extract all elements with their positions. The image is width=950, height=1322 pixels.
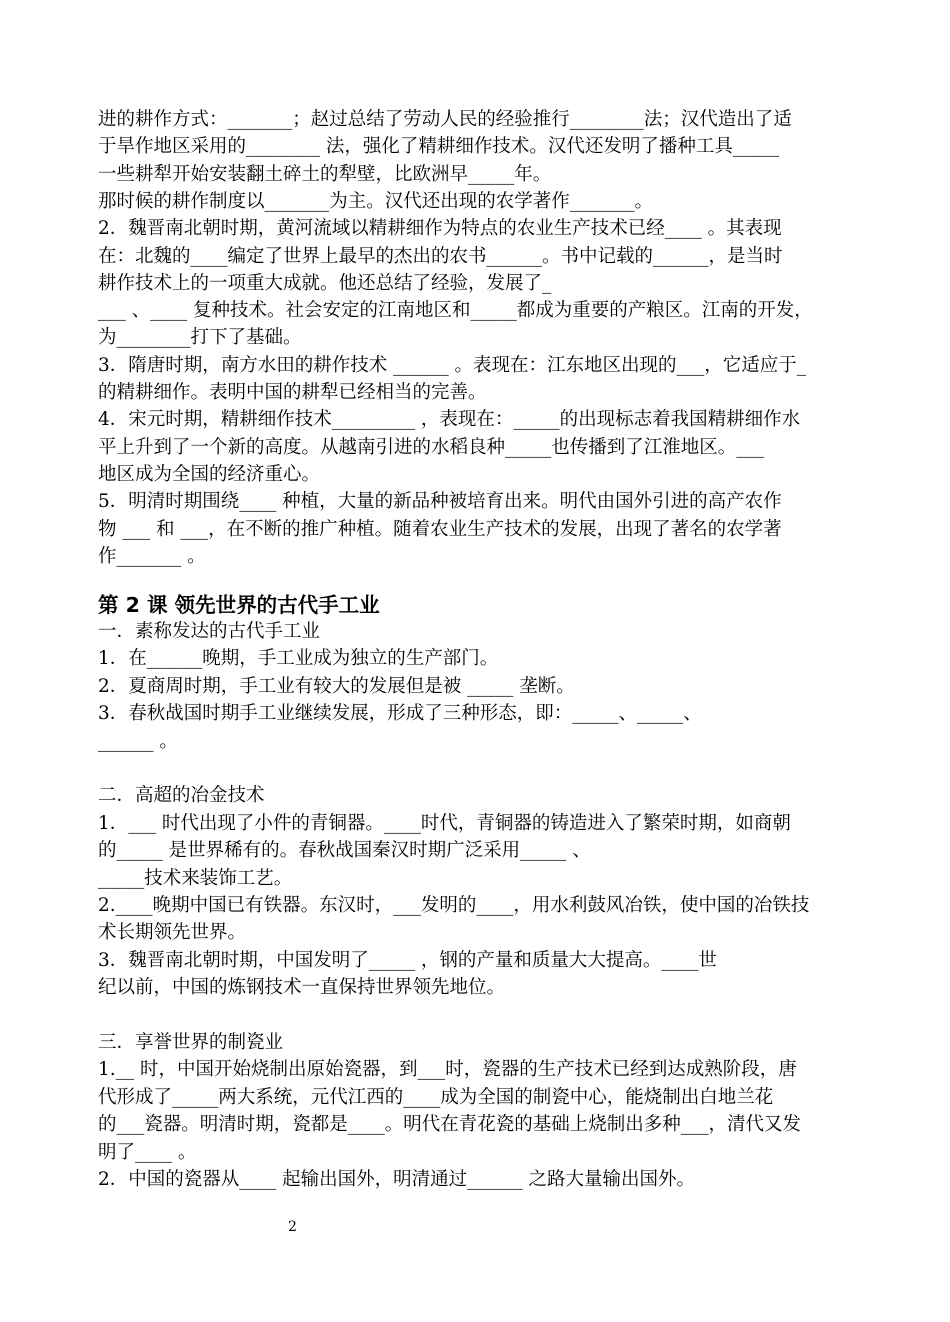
text-line: 耕作技术上的一项重大成就。他还总结了经验，发展了_ — [98, 272, 552, 294]
text-line: 作_______ 。 — [98, 545, 206, 567]
text-line: 1．___ 时代出现了小件的青铜器。____时代，青铜器的铸造进入了繁荣时期，如商朝 — [98, 812, 791, 834]
text-line: 地区成为全国的经济重心。 — [98, 463, 321, 485]
text-line: 进的耕作方式：_______；赵过总结了劳动人民的经验推行________法；汉代造出了适 — [98, 109, 792, 130]
text-line: 术长期领先世界。 — [98, 922, 247, 944]
text-line: _____技术来装饰工艺。 — [98, 867, 293, 889]
text-line: 的_____ 是世界稀有的。春秋战国秦汉时期广泛采用_____ 、 — [98, 840, 591, 862]
text-line: 物 ___ 和 ___，在不断的推广种植。随着农业生产技术的发展，出现了著名的农学著 — [98, 518, 782, 540]
text-line: 于旱作地区采用的________ 法，强化了精耕细作技术。汉代还发明了播种工具_____ — [98, 136, 780, 158]
text-line: 的___瓷器。明清时期，瓷都是____。明代在青花瓷的基础上烧制出多种___，清代又发 — [98, 1114, 802, 1136]
text-line: ______ 。 — [98, 730, 178, 752]
text-line: 代形成了_____两大系统，元代江西的____成为全国的制瓷中心，能烧制出白地兰花 — [98, 1086, 774, 1108]
text-line: 2．夏商周时期，手工业有较大的发展但是被 _____ 垄断。 — [98, 675, 575, 697]
text-line: 二．高超的冶金技术 — [98, 785, 265, 807]
text-line: 一些耕犁开始安装翻土碎土的犁壁，比欧洲早_____年。 — [98, 163, 552, 185]
text-line: 明了____ 。 — [98, 1141, 197, 1163]
text-line: 4．宋元时期，精耕细作技术_________ ，表现在：_____的出现标志着我国精耕细作水 — [98, 409, 801, 431]
page-number: 2 — [288, 1219, 297, 1235]
text-line: 2.____晚期中国已有铁器。东汉时，___发明的____，用水利鼓风冶铁，使中国的冶铁技 — [98, 895, 810, 916]
text-line: 1．在______晚期，手工业成为独立的生产部门。 — [98, 648, 499, 670]
text-line: 5．明清时期围绕____ 种植，大量的新品种被培育出来。明代由国外引进的高产农作 — [98, 491, 782, 513]
text-line: 3．魏晋南北朝时期，中国发明了_____ ，钢的产量和质量大大提高。____世 — [98, 949, 717, 971]
text-line: 那时候的耕作制度以_______为主。汉代还出现的农学著作_______。 — [98, 190, 654, 212]
text-line: 为________打下了基础。 — [98, 327, 302, 349]
text-line: 2．魏晋南北朝时期，黄河流域以精耕细作为特点的农业生产技术已经____ 。其表现 — [98, 218, 782, 240]
text-line: 在：北魏的____编定了世界上最早的杰出的农书______。书中记载的______，是当时 — [98, 245, 783, 267]
text-line: 一．素称发达的古代手工业 — [98, 621, 321, 642]
text-line: 2．中国的瓷器从____ 起输出国外，明清通过______ 之路大量输出国外。 — [98, 1169, 696, 1190]
text-line: 的精耕细作。表明中国的耕犁已经相当的完善。 — [98, 382, 487, 403]
text-line: ___ 、____ 复种技术。社会安定的江南地区和_____都成为重要的产粮区。江南的开发， — [98, 300, 813, 322]
lesson-title: 第 2 课 领先世界的古代手工业 — [98, 593, 380, 617]
text-line: 3．春秋战国时期手工业继续发展，形成了三种形态，即：_____、_____、 — [98, 703, 702, 725]
text-line: 1.__ 时，中国开始烧制出原始瓷器，到___时，瓷器的生产技术已经到达成熟阶段，唐 — [98, 1059, 797, 1081]
text-line: 3．隋唐时期，南方水田的耕作技术 ______ 。表现在：江东地区出现的___，它适应于_ — [98, 354, 807, 376]
text-line: 纪以前，中国的炼钢技术一直保持世界领先地位。 — [98, 977, 506, 999]
text-line: 平上升到了一个新的高度。从越南引进的水稻良种_____也传播到了江淮地区。___ — [98, 436, 765, 458]
text-line: 三．享誉世界的制瓷业 — [98, 1032, 284, 1053]
